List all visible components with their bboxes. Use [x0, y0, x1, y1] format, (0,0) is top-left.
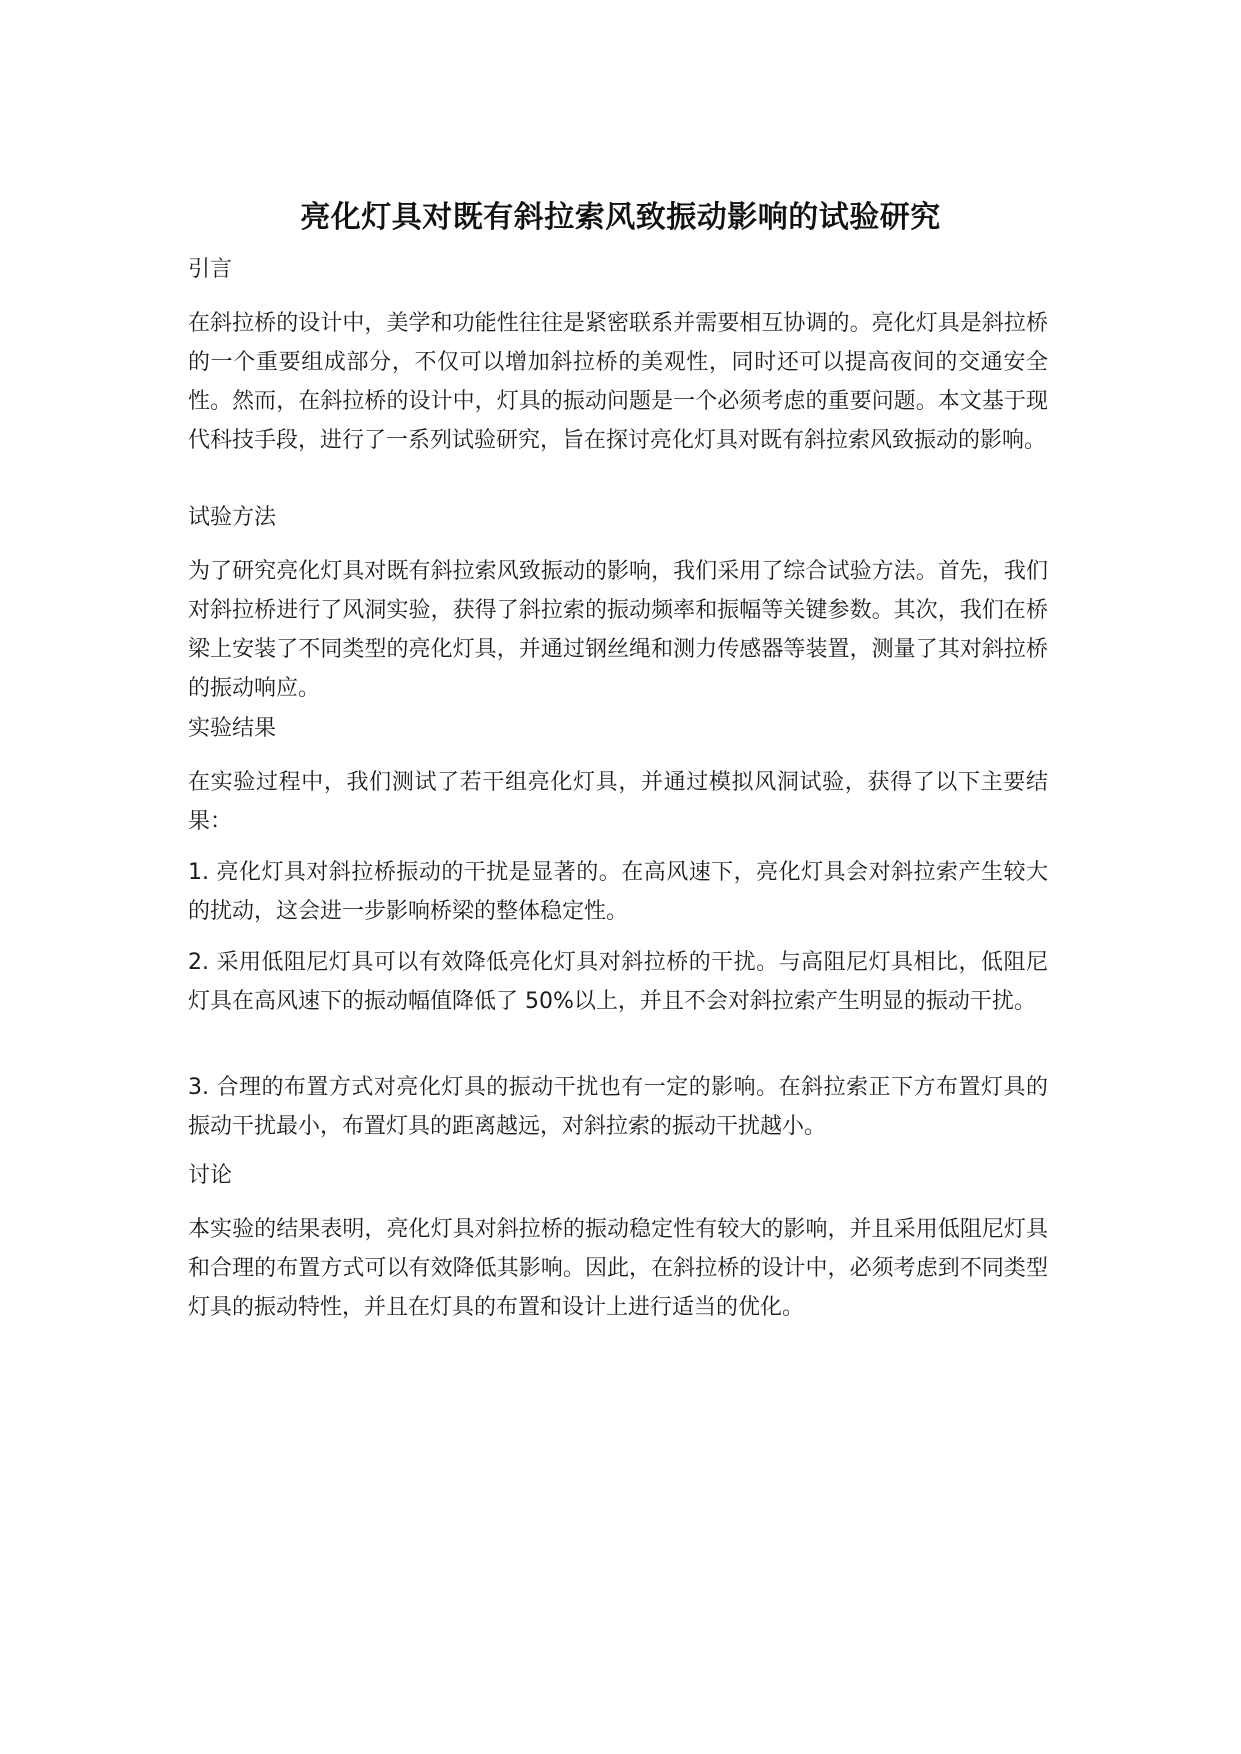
results-item-3: 3. 合理的布置方式对亮化灯具的振动干扰也有一定的影响。在斜拉索正下方布置灯具的振动干扰最小，布置灯具的距离越远，对斜拉索的振动干扰越小。: [188, 1075, 1048, 1139]
page-title: 亮化灯具对既有斜拉索风致振动影响的试验研究: [300, 200, 941, 236]
section-heading-results: 实验结果: [188, 716, 277, 741]
results-item-2: 2. 采用低阻尼灯具可以有效降低亮化灯具对斜拉桥的干扰。与高阻尼灯具相比，低阻尼灯具在高风速下的振动幅值降低了 50%以上，并且不会对斜拉索产生明显的振动干扰。: [188, 950, 1048, 1014]
section-heading-method: 试验方法: [188, 505, 277, 530]
results-item-1: 1. 亮化灯具对斜拉桥振动的干扰是显著的。在高风速下，亮化灯具会对斜拉索产生较大的扰动，这会进一步影响桥梁的整体稳定性。: [188, 860, 1048, 924]
paragraph-discussion: 本实验的结果表明，亮化灯具对斜拉桥的振动稳定性有较大的影响，并且采用低阻尼灯具和合理的布置方式可以有效降低其影响。因此，在斜拉桥的设计中，必须考虑到不同类型灯具的振动特性，并且在灯具的布置和设计上进行适当的优化。: [188, 1217, 1048, 1320]
paragraph-results: 在实验过程中，我们测试了若干组亮化灯具，并通过模拟风洞试验，获得了以下主要结果：: [188, 770, 1048, 834]
paragraph-intro: 在斜拉桥的设计中，美学和功能性往往是紧密联系并需要相互协调的。亮化灯具是斜拉桥的一个重要组成部分，不仅可以增加斜拉桥的美观性，同时还可以提高夜间的交通安全性。然而，在斜拉桥的设计中，灯具的振动问题是一个必须考虑的重要问题。本文基于现代科技手段，进行了一系列试验研究，旨在探讨亮化灯具对既有斜拉索风致振动的影响。: [188, 311, 1048, 453]
paragraph-method: 为了研究亮化灯具对既有斜拉索风致振动的影响，我们采用了综合试验方法。首先，我们对斜拉桥进行了风洞实验，获得了斜拉索的振动频率和振幅等关键参数。其次，我们在桥梁上安装了不同类型的亮化灯具，并通过钢丝绳和测力传感器等装置，测量了其对斜拉桥的振动响应。: [188, 559, 1048, 701]
section-heading-intro: 引言: [188, 257, 233, 282]
section-heading-discussion: 讨论: [188, 1163, 233, 1188]
